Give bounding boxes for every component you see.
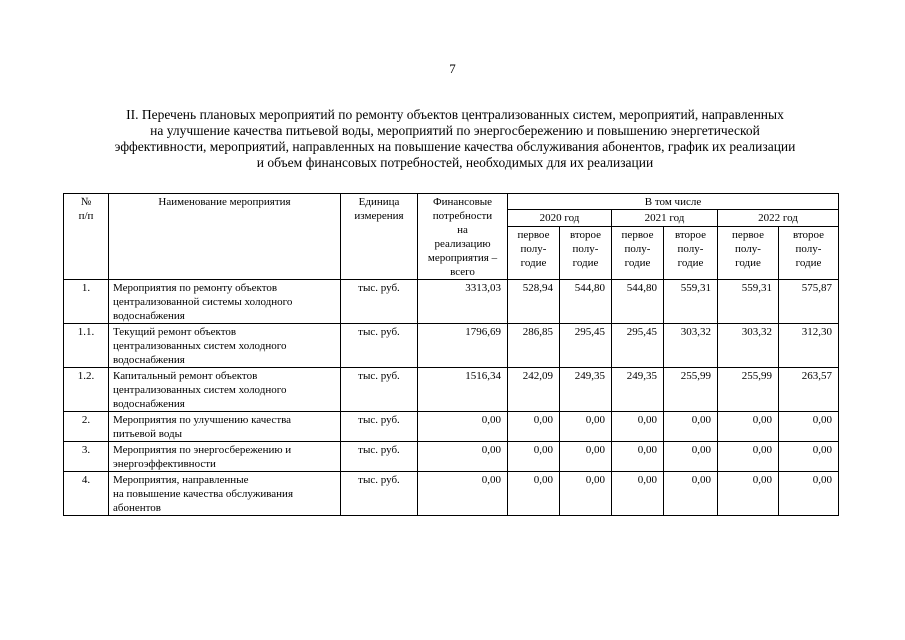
row-value-cell: 0,00 — [560, 472, 612, 516]
header-including-text: В том числе — [644, 196, 702, 208]
header-finance-line: реализацию — [434, 238, 491, 250]
header-finance-line: мероприятия – — [427, 252, 498, 264]
header-second-half-cell — [664, 226, 718, 279]
header-number-cell — [64, 194, 109, 280]
header-number-line: п/п — [78, 210, 94, 222]
row-value-cell: 242,09 — [508, 368, 560, 412]
row-name-line: Мероприятия, направленные — [113, 474, 249, 486]
header-half-line: годие — [520, 256, 547, 269]
row-name-line: Мероприятия по энергосбережению и — [113, 444, 292, 456]
header-half-line: годие — [677, 256, 704, 269]
row-total-cell: 1796,69 — [418, 324, 508, 368]
row-total-cell: 0,00 — [418, 442, 508, 472]
row-unit-cell: тыс. руб. — [341, 324, 418, 368]
heading-line-2: на улучшение качества питьевой воды, мероприятий по энергосбережению и повышению энергетической — [150, 123, 760, 138]
row-name-line: энергоэффективности — [113, 458, 216, 470]
row-unit-cell: тыс. руб. — [341, 472, 418, 516]
row-value-cell: 0,00 — [779, 442, 839, 472]
header-half-line: первое — [732, 228, 764, 241]
header-finance-line: Финансовые — [432, 196, 493, 208]
header-half-line: первое — [621, 228, 654, 241]
row-value-cell: 0,00 — [718, 412, 779, 442]
heading-line-1: II. Перечень плановых мероприятий по ремонту объектов централизованных систем, мероприятий, направленных — [126, 107, 784, 122]
row-value-cell: 528,94 — [508, 280, 560, 324]
row-value-cell: 0,00 — [612, 472, 664, 516]
row-value-cell: 286,85 — [508, 324, 560, 368]
row-value-cell: 0,00 — [508, 412, 560, 442]
header-half-line: полу- — [520, 242, 547, 255]
row-name-line: водоснабжения — [113, 310, 185, 322]
measures-table — [63, 193, 839, 516]
header-name-cell — [109, 194, 341, 280]
row-name-line: Мероприятия по ремонту объектов — [113, 282, 278, 294]
header-including-cell — [508, 194, 839, 210]
row-unit-cell: тыс. руб. — [341, 280, 418, 324]
table-row — [64, 324, 839, 368]
header-finance-cell — [418, 194, 508, 280]
header-number-line: № — [80, 196, 92, 208]
row-name-cell — [109, 324, 341, 368]
header-unit-line: измерения — [354, 210, 404, 222]
header-half-line: годие — [795, 256, 822, 269]
header-first-half-cell — [718, 226, 779, 279]
header-half-line: второе — [792, 228, 825, 241]
row-number-cell: 1.2. — [64, 368, 109, 412]
header-half-line: полу- — [795, 242, 822, 255]
row-name-cell — [109, 442, 341, 472]
row-unit-cell: тыс. руб. — [341, 368, 418, 412]
row-value-cell: 303,32 — [718, 324, 779, 368]
row-number-cell: 1. — [64, 280, 109, 324]
row-unit-cell: тыс. руб. — [341, 442, 418, 472]
header-finance-line: всего — [450, 266, 475, 278]
row-unit-cell: тыс. руб. — [341, 412, 418, 442]
row-value-cell: 0,00 — [508, 472, 560, 516]
header-half-line: годие — [624, 256, 651, 269]
header-half-line: полу- — [735, 242, 761, 255]
row-value-cell: 0,00 — [718, 442, 779, 472]
row-value-cell: 0,00 — [779, 412, 839, 442]
row-value-cell: 0,00 — [779, 472, 839, 516]
row-value-cell: 249,35 — [612, 368, 664, 412]
header-half-line: годие — [735, 256, 761, 269]
row-name-line: централизованной системы холодного — [113, 296, 293, 308]
table-row — [64, 472, 839, 516]
row-value-cell: 0,00 — [664, 472, 718, 516]
header-half-line: второе — [674, 228, 707, 241]
header-half-line: полу- — [572, 242, 599, 255]
row-value-cell: 255,99 — [664, 368, 718, 412]
row-name-line: водоснабжения — [113, 398, 185, 410]
row-name-line: абонентов — [113, 502, 161, 514]
header-first-half-cell — [508, 226, 560, 279]
row-name-line: Капитальный ремонт объектов — [113, 370, 258, 382]
row-name-cell — [109, 280, 341, 324]
row-value-cell: 0,00 — [664, 412, 718, 442]
header-unit-line: Единица — [358, 196, 400, 208]
row-total-cell: 0,00 — [418, 472, 508, 516]
row-value-cell: 544,80 — [560, 280, 612, 324]
row-value-cell: 0,00 — [718, 472, 779, 516]
row-value-cell: 0,00 — [612, 442, 664, 472]
row-total-cell: 1516,34 — [418, 368, 508, 412]
row-value-cell: 0,00 — [560, 442, 612, 472]
row-value-cell: 0,00 — [508, 442, 560, 472]
row-value-cell: 255,99 — [718, 368, 779, 412]
header-year-2021: 2021 год — [612, 210, 718, 226]
row-name-line: централизованных систем холодного — [113, 340, 287, 352]
row-value-cell: 295,45 — [560, 324, 612, 368]
row-name-line: Мероприятия по улучшению качества — [113, 414, 292, 426]
table-row — [64, 412, 839, 442]
header-finance-line: на — [457, 224, 468, 236]
row-value-cell: 544,80 — [612, 280, 664, 324]
header-half-line: второе — [569, 228, 602, 241]
header-half-line: полу- — [624, 242, 651, 255]
row-value-cell: 303,32 — [664, 324, 718, 368]
header-unit-cell — [341, 194, 418, 280]
row-value-cell: 0,00 — [560, 412, 612, 442]
page-number: 7 — [449, 61, 456, 76]
header-half-line: годие — [572, 256, 599, 269]
row-number-cell: 1.1. — [64, 324, 109, 368]
row-value-cell: 559,31 — [718, 280, 779, 324]
row-name-line: питьевой воды — [113, 428, 183, 440]
row-value-cell: 575,87 — [779, 280, 839, 324]
row-name-cell — [109, 368, 341, 412]
row-total-cell: 0,00 — [418, 412, 508, 442]
table-row — [64, 442, 839, 472]
header-second-half-cell — [779, 226, 839, 279]
row-value-cell: 249,35 — [560, 368, 612, 412]
row-total-cell: 3313,03 — [418, 280, 508, 324]
header-first-half-cell — [612, 226, 664, 279]
heading-line-4: и объем финансовых потребностей, необходимых для их реализации — [256, 155, 654, 170]
row-name-line: водоснабжения — [113, 354, 185, 366]
row-value-cell: 0,00 — [612, 412, 664, 442]
row-value-cell: 312,30 — [779, 324, 839, 368]
header-year-2020: 2020 год — [508, 210, 612, 226]
header-name-text: Наименование мероприятия — [158, 196, 291, 208]
row-value-cell: 295,45 — [612, 324, 664, 368]
row-name-line: Текущий ремонт объектов — [113, 326, 237, 338]
row-value-cell: 0,00 — [664, 442, 718, 472]
row-name-line: централизованных систем холодного — [113, 384, 287, 396]
header-second-half-cell — [560, 226, 612, 279]
heading-line-3: эффективности, мероприятий, направленных на повышение качества обслуживания абонентов, график их реализации — [114, 139, 796, 154]
row-name-line: на повышение качества обслуживания — [113, 488, 294, 500]
header-year-2022: 2022 год — [718, 210, 839, 226]
header-half-line: первое — [517, 228, 550, 241]
row-number-cell: 4. — [64, 472, 109, 516]
row-name-cell — [109, 472, 341, 516]
table-row — [64, 368, 839, 412]
table-row — [64, 280, 839, 324]
header-half-line: полу- — [677, 242, 704, 255]
row-value-cell: 263,57 — [779, 368, 839, 412]
row-number-cell: 3. — [64, 442, 109, 472]
document-heading — [55, 107, 855, 171]
row-value-cell: 559,31 — [664, 280, 718, 324]
header-finance-line: потребности — [432, 210, 493, 222]
row-name-cell — [109, 412, 341, 442]
row-number-cell: 2. — [64, 412, 109, 442]
